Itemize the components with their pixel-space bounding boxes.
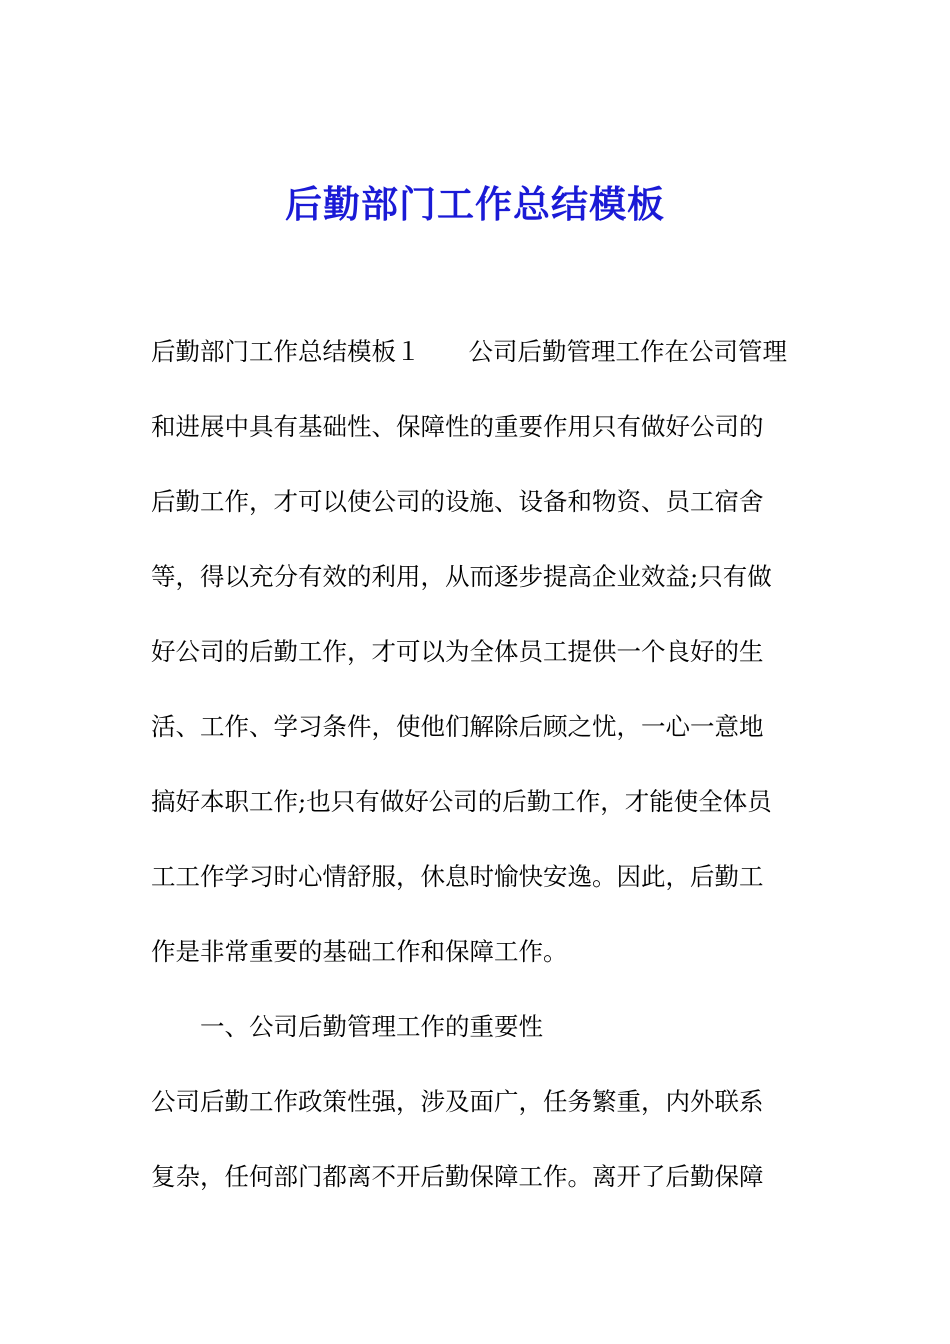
section-line-1: 公司后勤工作政策性强，涉及面广，任务繁重，内外联系 — [151, 1087, 764, 1116]
body-line-8: 工工作学习时心情舒服，休息时愉快安逸。因此，后勤工 — [151, 862, 764, 891]
body-line-9: 作是非常重要的基础工作和保障工作。 — [151, 937, 568, 966]
section-line-2: 复杂，任何部门都离不开后勤保障工作。离开了后勤保障 — [151, 1162, 764, 1191]
section-heading-inline: 后勤部门工作总结模板１ — [151, 337, 421, 366]
body-line-1 — [151, 334, 811, 370]
body-line-4: 等，得以充分有效的利用，从而逐步提高企业效益;只有做 — [151, 562, 772, 591]
body-line-5: 好公司的后勤工作，才可以为全体员工提供一个良好的生 — [151, 637, 764, 666]
document-title: 后勤部门工作总结模板 — [285, 182, 665, 226]
body-line-2: 和进展中具有基础性、保障性的重要作用只有做好公司的 — [151, 412, 764, 441]
body-line-3: 后勤工作，才可以使公司的设施、设备和物资、员工宿舍 — [151, 487, 764, 516]
body-line-6: 活、工作、学习条件，使他们解除后顾之忧，一心一意地 — [151, 712, 764, 741]
body-text-inline: 公司后勤管理工作在公司管理 — [468, 337, 787, 366]
body-line-7: 搞好本职工作;也只有做好公司的后勤工作，才能使全体员 — [151, 787, 772, 816]
section-heading: 一、公司后勤管理工作的重要性 — [200, 1012, 543, 1041]
